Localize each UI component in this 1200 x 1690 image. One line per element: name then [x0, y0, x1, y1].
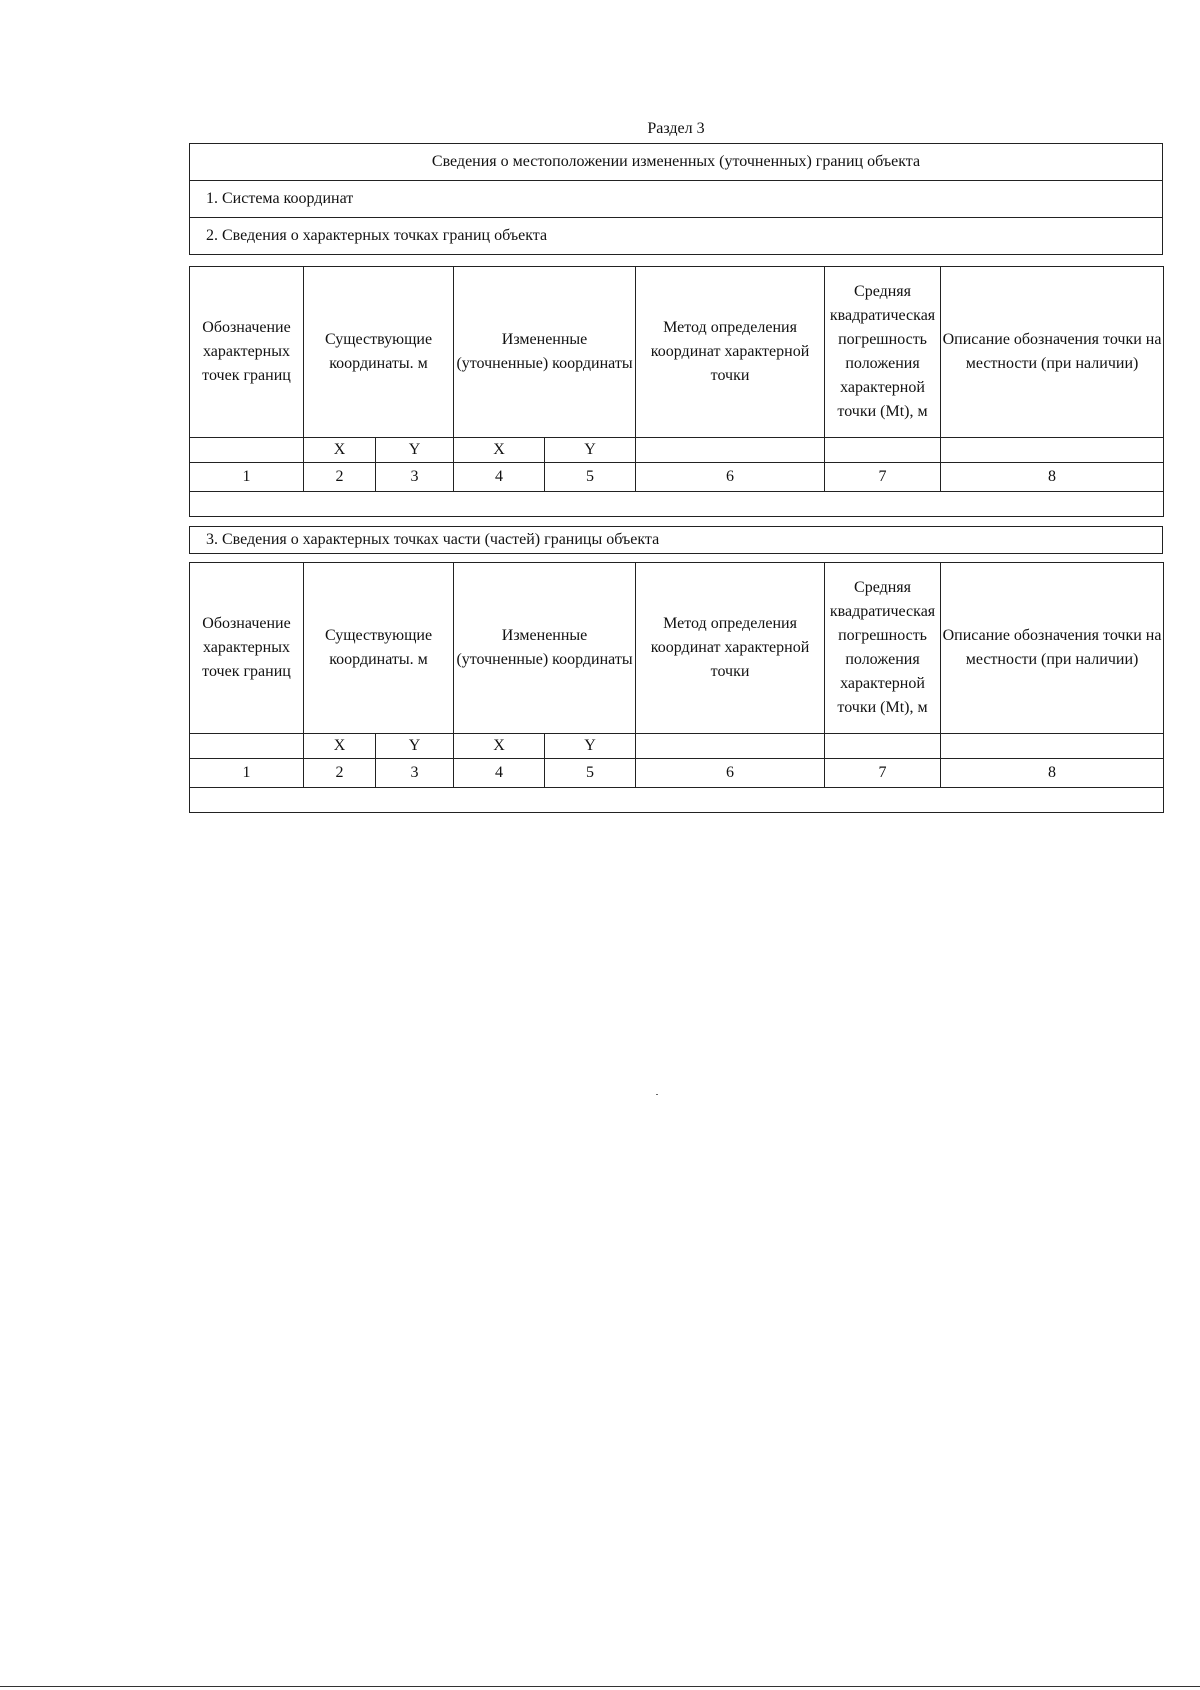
scan-speck — [656, 1094, 658, 1095]
header-error: Средняя квадратическая погрешность положения характерной точки (Mt), м — [825, 267, 941, 438]
column-number: 5 — [545, 463, 636, 492]
xy-cell-empty — [941, 734, 1164, 759]
info-heading: Сведения о местоположении измененных (уточненных) границ объекта — [190, 144, 1163, 181]
column-number: 1 — [190, 759, 304, 788]
empty-data-row — [190, 788, 1164, 813]
header-changed-coords: Измененные (уточненные) координаты — [454, 563, 636, 734]
column-number: 7 — [825, 759, 941, 788]
info-block — [189, 143, 1163, 255]
header-description: Описание обозначения точки на местности (при наличии) — [941, 267, 1164, 438]
xy-cell-empty — [190, 438, 304, 463]
header-existing-coords: Существующие координаты. м — [304, 267, 454, 438]
column-number: 4 — [454, 463, 545, 492]
y-label: Y — [376, 734, 454, 759]
y-label: Y — [545, 734, 636, 759]
x-label: X — [454, 438, 545, 463]
char-points-row: 2. Сведения о характерных точках границ объекта — [190, 218, 1163, 255]
xy-cell-empty — [636, 438, 825, 463]
header-existing-coords: Существующие координаты. м — [304, 563, 454, 734]
column-number: 2 — [304, 463, 376, 492]
xy-cell-empty — [825, 438, 941, 463]
empty-data-row — [190, 492, 1164, 517]
x-label: X — [304, 734, 376, 759]
bottom-edge-line — [0, 1686, 1200, 1687]
column-number: 6 — [636, 463, 825, 492]
xy-cell-empty — [941, 438, 1164, 463]
x-label: X — [304, 438, 376, 463]
column-number: 6 — [636, 759, 825, 788]
part-points-header — [189, 526, 1163, 554]
column-number: 3 — [376, 759, 454, 788]
y-label: Y — [545, 438, 636, 463]
column-number: 5 — [545, 759, 636, 788]
section-title: Раздел 3 — [647, 120, 705, 137]
xy-cell-empty — [825, 734, 941, 759]
header-error: Средняя квадратическая погрешность положения характерной точки (Mt), м — [825, 563, 941, 734]
column-number: 8 — [941, 463, 1164, 492]
column-number: 1 — [190, 463, 304, 492]
header-point-designation: Обозначение характерных точек границ — [190, 267, 304, 438]
header-description: Описание обозначения точки на местности (при наличии) — [941, 563, 1164, 734]
part-points-title: 3. Сведения о характерных точках части (частей) границы объекта — [190, 527, 1163, 554]
header-method: Метод определения координат характерной точки — [636, 563, 825, 734]
coord-system-row: 1. Система координат — [190, 181, 1163, 218]
column-number: 3 — [376, 463, 454, 492]
header-changed-coords: Измененные (уточненные) координаты — [454, 267, 636, 438]
xy-cell-empty — [190, 734, 304, 759]
header-method: Метод определения координат характерной точки — [636, 267, 825, 438]
y-label: Y — [376, 438, 454, 463]
part-boundary-points-table — [189, 562, 1164, 813]
boundary-points-table — [189, 266, 1164, 517]
column-number: 8 — [941, 759, 1164, 788]
column-number: 7 — [825, 463, 941, 492]
column-number: 4 — [454, 759, 545, 788]
header-point-designation: Обозначение характерных точек границ — [190, 563, 304, 734]
x-label: X — [454, 734, 545, 759]
column-number: 2 — [304, 759, 376, 788]
xy-cell-empty — [636, 734, 825, 759]
